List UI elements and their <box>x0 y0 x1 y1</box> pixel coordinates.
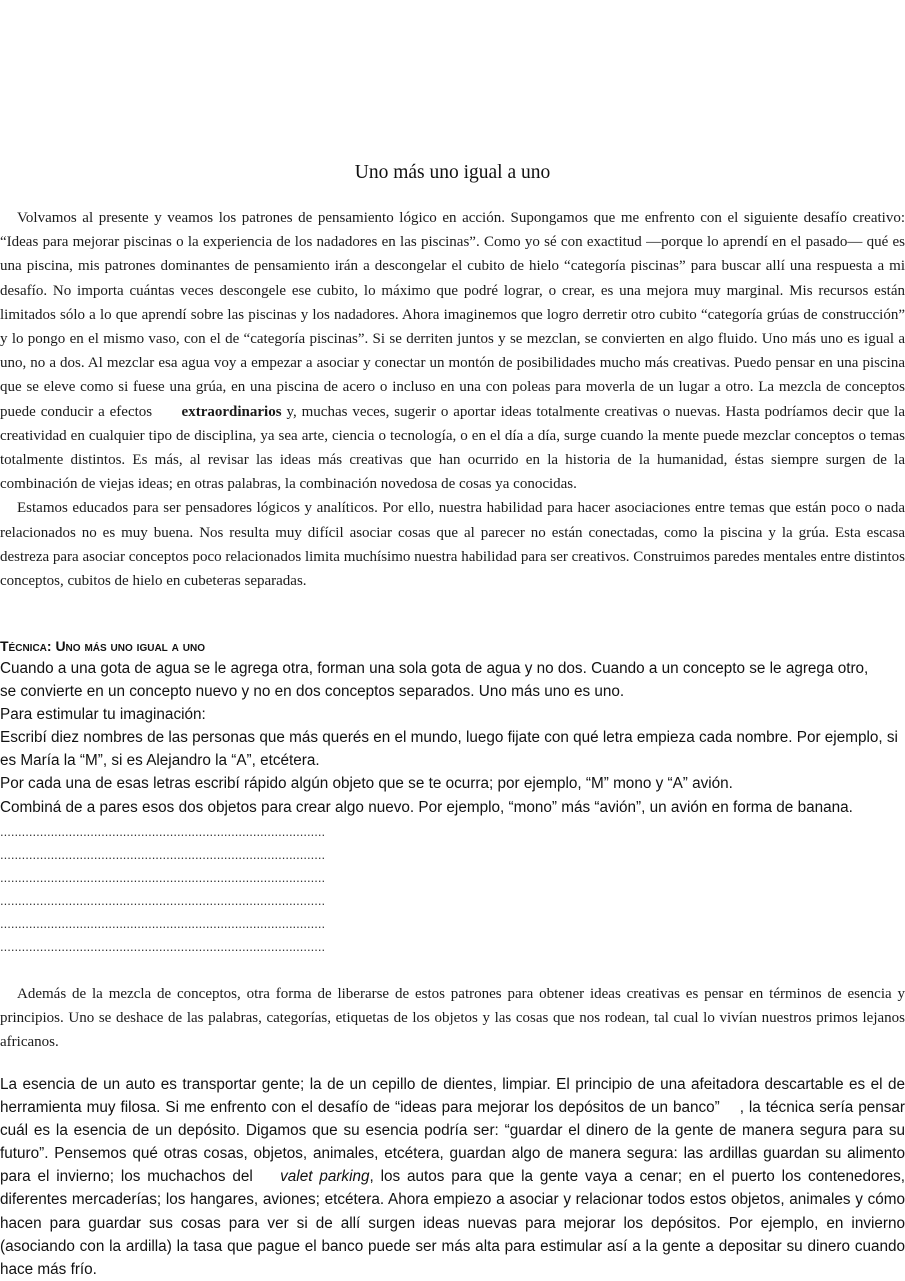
technique-line: se convierte en un concepto nuevo y no en dos conceptos separados. Uno más uno es uno. <box>0 683 625 701</box>
paragraph-logical-thinkers: Estamos educados para ser pensadores lógicos y analíticos. Por ello, nuestra habilidad para hacer asociaciones entre temas que están poco o nada relacionados no es muy buena. Nos resulta muy difícil asociar cosas que al parecer no están conectadas, como la piscina y la grúa. Esta escasa destreza para asociar conceptos poco relacionados limita muchísimo nuestra habilidad para ser creativos. Construimos paredes mentales entre distintos conceptos, cubitos de hielo en cubeteras separadas. <box>0 500 905 590</box>
paragraph-pools-text-b: y, muchas veces, sugerir o aportar ideas totalmente creativas o nuevas. Hasta podríamos decir que la creatividad en cualquier tipo de disciplina, ya sea arte, ciencia o tecnología, o en el día a día, surge cuando la mente puede mezclar conceptos o temas totalmente distintos. Es más, al revisar las ideas más creativas que han ocurrido en la historia de la humanidad, éstas siempre surgen de la combinación de viejas ideas; en otras palabras, la combinación novedosa de cosas ya conocidas. <box>0 403 905 493</box>
paragraph-pools <box>0 206 905 496</box>
dotted-line: .......................................................................................... <box>0 870 326 886</box>
dotted-line: .......................................................................................... <box>0 916 326 932</box>
paragraph-bank-deposits <box>0 1073 905 1281</box>
technique-line: es María la “M”, si es Alejandro la “A”, etcétera. <box>0 752 320 770</box>
dotted-line: .......................................................................................... <box>0 824 326 839</box>
dotted-line: .......................................................................................... <box>0 893 326 909</box>
dotted-line: .......................................................................................... <box>0 847 326 863</box>
dotted-line: .......................................................................................... <box>0 939 326 955</box>
italic-valet-parking: valet parking <box>280 1168 370 1186</box>
section-pools-paragraphs <box>0 206 905 593</box>
dotted-answer-lines <box>0 820 400 959</box>
technique-line: Cuando a una gota de agua se le agrega otra, forman una sola gota de agua y no dos. Cuando a un concepto se le agrega otro, <box>0 660 869 677</box>
technique-instructions <box>0 657 905 819</box>
technique-heading: Técnica: Uno más uno igual a uno <box>0 638 205 654</box>
technique-line: Combiná de a pares esos dos objetos para crear algo nuevo. Por ejemplo, “mono” más “avión”, un avión en forma de banana. <box>0 798 853 816</box>
paragraph-pools-text-a: Volvamos al presente y veamos los patrones de pensamiento lógico en acción. Supongamos que me enfrento con el siguiente desafío creativo: “Ideas para mejorar piscinas o la experiencia de los nadadores en las piscinas”. Como yo sé con exactitud —porque lo aprendí en el pasado— qué es una piscina, mis patrones dominantes de pensamiento irán a descongelar el cubito de hielo “categoría piscinas” para buscar allí una respuesta a mi desafío. No importa cuántas veces descongele ese cubito, lo máximo que podré lograr, o crear, es una mejora muy marginal. Mis recursos están limitados sólo a lo que aprendí sobre las piscinas y los nadadores. Ahora imaginemos que logro derretir otro cubito “categoría grúas de construcción” y lo pongo en el mismo vaso, con el de “categoría piscinas”. Si se derriten juntos y se mezclan, se convierten en algo fluido. Uno más uno es igual a uno, no a dos. Al mezclar esa agua voy a empezar a asociar y conectar un montón de posibilidades mucho más creativas. Puedo pensar en una piscina que se eleve como si fuese una grúa, en una piscina de acero o incluso en una con poleas para moverla de un lugar a otro. La mezcla de conceptos puede conducir a efectos <box>0 210 905 420</box>
technique-line: Para estimular tu imaginación: <box>0 706 206 724</box>
paragraph-bank-text-c: , los autos para que la gente vaya a cenar; en el puerto los contenedores, diferentes mercaderías; los hangares, aviones; etcétera. Ahora empiezo a asociar y relacionar todos estos objetos, animales y cómo hacen para guardar sus cosas para ver si de allí surgen ideas nuevas para mejorar los depósitos. Por ejemplo, en invierno (asociando con la ardilla) la tasa que pague el banco puede ser más alta para estimular así a la gente a depositar su dinero cuando hace más frío. <box>0 1168 905 1278</box>
paragraph-bank-text-b: , la técnica sería pensar cuál es la esencia de un depósito. Digamos que su esencia podría ser: “guardar el dinero de la gente de manera segura para su futuro”. Pensemos qué otras cosas, objetos, animales, etcétera, guardan algo de manera segura: las ardillas guardan su alimento para el invierno; los muchachos del <box>0 1099 905 1186</box>
technique-line: Escribí diez nombres de las personas que más querés en el mundo, luego fijate con qué letra empieza cada nombre. Por ejemplo, si <box>0 729 898 747</box>
bold-extraordinarios: extraordinarios <box>181 403 282 420</box>
chapter-title: Uno más uno igual a uno <box>354 162 551 183</box>
technique-line: Por cada una de esas letras escribí rápido algún objeto que se te ocurra; por ejemplo, “M” mono y “A” avión. <box>0 775 733 793</box>
section-essence-intro <box>0 982 905 1055</box>
section-essence-example <box>0 1073 905 1281</box>
paragraph-essence-intro: Además de la mezcla de conceptos, otra forma de liberarse de estos patrones para obtener ideas creativas es pensar en términos de esencia y principios. Uno se deshace de las palabras, categorías, etiquetas de los objetos y las cosas que nos rodean, tal cual lo vivían nuestros primos lejanos africanos. <box>0 986 905 1051</box>
paragraph-bank-text-a: La esencia de un auto es transportar gente; la de un cepillo de dientes, limpiar. El principio de una afeitadora descartable es el de herramienta muy filosa. Si me enfrento con el desafío de “ideas para mejorar los depósitos de un banco” <box>0 1076 905 1117</box>
